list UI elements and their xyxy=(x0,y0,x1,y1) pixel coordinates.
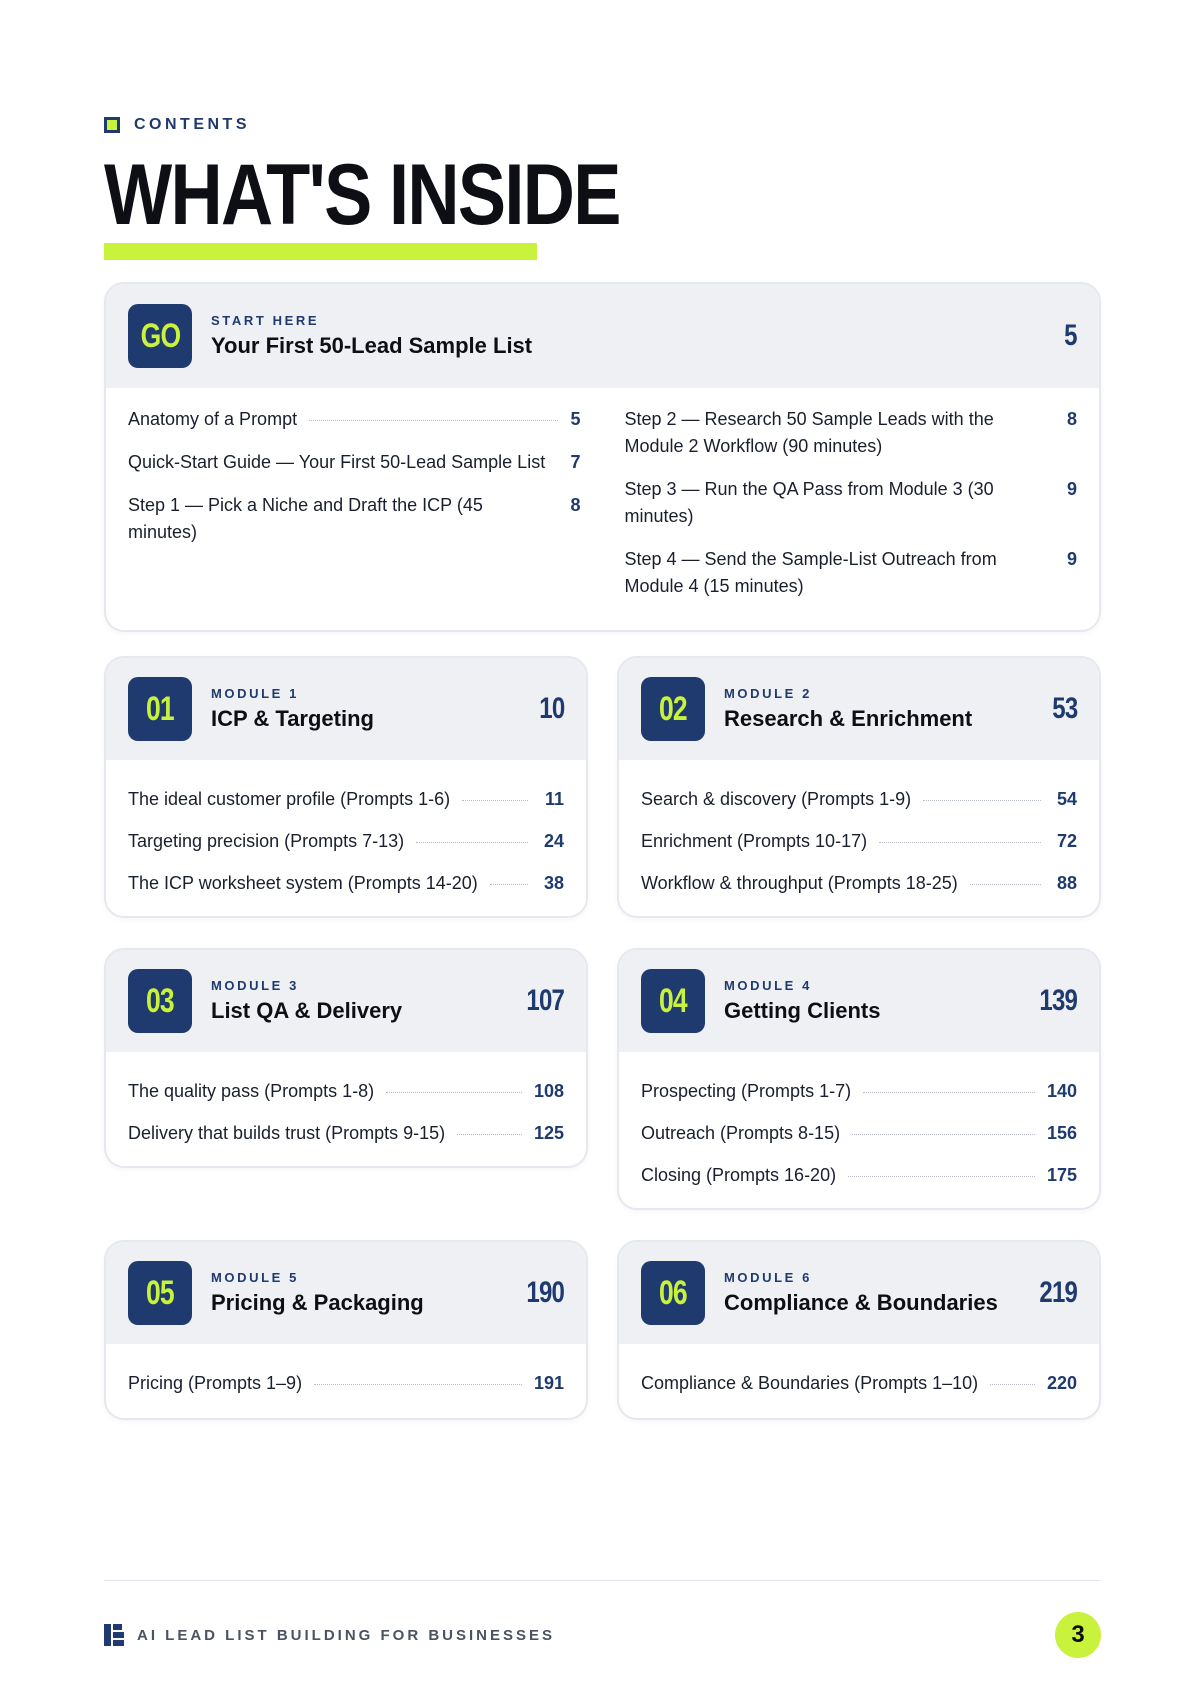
toc-entry[interactable]: Workflow & throughput (Prompts 18-25) 88 xyxy=(641,872,1077,893)
module-4-header[interactable] xyxy=(619,950,1099,1052)
go-badge: GO xyxy=(128,304,192,368)
leader-dots xyxy=(879,842,1041,843)
start-here-kicker: START HERE xyxy=(211,313,320,328)
toc-entry[interactable]: Prospecting (Prompts 1-7) 140 xyxy=(641,1080,1077,1101)
leader-dots xyxy=(416,842,528,843)
module-card-5 xyxy=(104,1240,588,1420)
module-kicker: MODULE 6 xyxy=(724,1270,812,1285)
title-highlight-bar xyxy=(104,243,537,260)
module-page: 139 xyxy=(1039,984,1077,1017)
module-page: 190 xyxy=(526,1276,564,1309)
module-kicker: MODULE 5 xyxy=(211,1270,299,1285)
page-title: WHAT'S INSIDE xyxy=(104,147,620,243)
square-bullet-icon xyxy=(104,117,120,133)
module-kicker: MODULE 2 xyxy=(724,686,812,701)
toc-entry[interactable]: Closing (Prompts 16-20) 175 xyxy=(641,1164,1077,1185)
module-page: 53 xyxy=(1051,692,1077,725)
module-card-4 xyxy=(617,948,1101,1210)
toc-entry[interactable]: Outreach (Prompts 8-15) 156 xyxy=(641,1122,1077,1143)
leader-dots xyxy=(852,1134,1035,1135)
module-title: List QA & Delivery xyxy=(211,998,403,1023)
leader-dots xyxy=(990,1384,1035,1385)
toc-entry[interactable]: Compliance & Boundaries (Prompts 1–10) 220 xyxy=(641,1372,1077,1393)
start-here-header[interactable] xyxy=(106,284,1099,388)
toc-entry[interactable]: The quality pass (Prompts 1-8) 108 xyxy=(128,1080,564,1101)
module-number-badge: 05 xyxy=(128,1261,192,1325)
module-kicker: MODULE 4 xyxy=(724,978,812,993)
leader-dots xyxy=(457,1134,522,1135)
module-2-header[interactable] xyxy=(619,658,1099,760)
module-6-header[interactable] xyxy=(619,1242,1099,1344)
toc-entry[interactable]: Quick-Start Guide — Your First 50-Lead Sample List 7 xyxy=(128,452,581,472)
toc-entry[interactable]: Pricing (Prompts 1–9) 191 xyxy=(128,1372,564,1393)
module-title: Compliance & Boundaries xyxy=(724,1290,998,1315)
leader-dots xyxy=(970,884,1041,885)
module-number-badge: 01 xyxy=(128,677,192,741)
toc-entry[interactable]: Enrichment (Prompts 10-17) 72 xyxy=(641,830,1077,851)
start-right-column xyxy=(625,406,1078,616)
leader-dots xyxy=(863,1092,1035,1093)
module-card-2 xyxy=(617,656,1101,918)
module-page: 10 xyxy=(538,692,564,725)
toc-entry[interactable]: Delivery that builds trust (Prompts 9-15) 125 xyxy=(128,1122,564,1143)
toc-entry[interactable]: Search & discovery (Prompts 1-9) 54 xyxy=(641,788,1077,809)
module-number-badge: 04 xyxy=(641,969,705,1033)
footer-divider xyxy=(104,1580,1101,1581)
module-kicker: MODULE 1 xyxy=(211,686,299,701)
start-left-column xyxy=(128,406,581,616)
leader-dots xyxy=(309,406,558,421)
toc-entry[interactable]: Step 2 — Research 50 Sample Leads with the Module 2 Workflow (90 minutes) 8 xyxy=(624,409,1077,456)
toc-entry[interactable]: Step 4 — Send the Sample-List Outreach from Module 4 (15 minutes) 9 xyxy=(624,549,1077,596)
module-card-6 xyxy=(617,1240,1101,1420)
page-title-block xyxy=(104,147,718,243)
module-card-1 xyxy=(104,656,588,918)
module-title: ICP & Targeting xyxy=(211,706,374,731)
leader-dots xyxy=(314,1384,522,1385)
leader-dots xyxy=(462,800,528,801)
toc-entry[interactable]: Step 1 — Pick a Niche and Draft the ICP (45 minutes) 8 xyxy=(128,495,581,542)
module-number-badge: 02 xyxy=(641,677,705,741)
leader-dots xyxy=(490,884,528,885)
leader-dots xyxy=(848,1176,1035,1177)
module-title: Pricing & Packaging xyxy=(211,1290,424,1315)
toc-entry[interactable]: The ideal customer profile (Prompts 1-6) 11 xyxy=(128,788,564,809)
module-kicker: MODULE 3 xyxy=(211,978,299,993)
leader-dots xyxy=(386,1092,522,1093)
page-number-badge: 3 xyxy=(1055,1612,1101,1658)
module-title: Getting Clients xyxy=(724,998,881,1023)
module-page: 107 xyxy=(526,984,564,1017)
module-3-header[interactable] xyxy=(106,950,586,1052)
module-1-header[interactable] xyxy=(106,658,586,760)
leader-dots xyxy=(923,800,1041,801)
toc-entry[interactable]: Anatomy of a Prompt 5 xyxy=(128,406,581,433)
module-5-header[interactable] xyxy=(106,1242,586,1344)
module-number-badge: 06 xyxy=(641,1261,705,1325)
module-title: Research & Enrichment xyxy=(724,706,973,731)
start-here-title: Your First 50-Lead Sample List xyxy=(211,333,533,358)
eyebrow-label: CONTENTS xyxy=(134,116,250,133)
toc-entry[interactable]: The ICP worksheet system (Prompts 14-20) 38 xyxy=(128,872,564,893)
module-number-badge: 03 xyxy=(128,969,192,1033)
page-footer xyxy=(104,1612,1101,1658)
contents-eyebrow xyxy=(104,116,250,134)
book-logo-icon xyxy=(104,1624,124,1646)
start-here-page: 5 xyxy=(1064,319,1077,352)
module-page: 219 xyxy=(1039,1276,1077,1309)
footer-book-title: AI LEAD LIST BUILDING FOR BUSINESSES xyxy=(137,1626,556,1644)
start-here-card xyxy=(104,282,1101,632)
toc-entry[interactable]: Step 3 — Run the QA Pass from Module 3 (30 minutes) 9 xyxy=(624,479,1077,526)
toc-entry[interactable]: Targeting precision (Prompts 7-13) 24 xyxy=(128,830,564,851)
module-card-3 xyxy=(104,948,588,1168)
